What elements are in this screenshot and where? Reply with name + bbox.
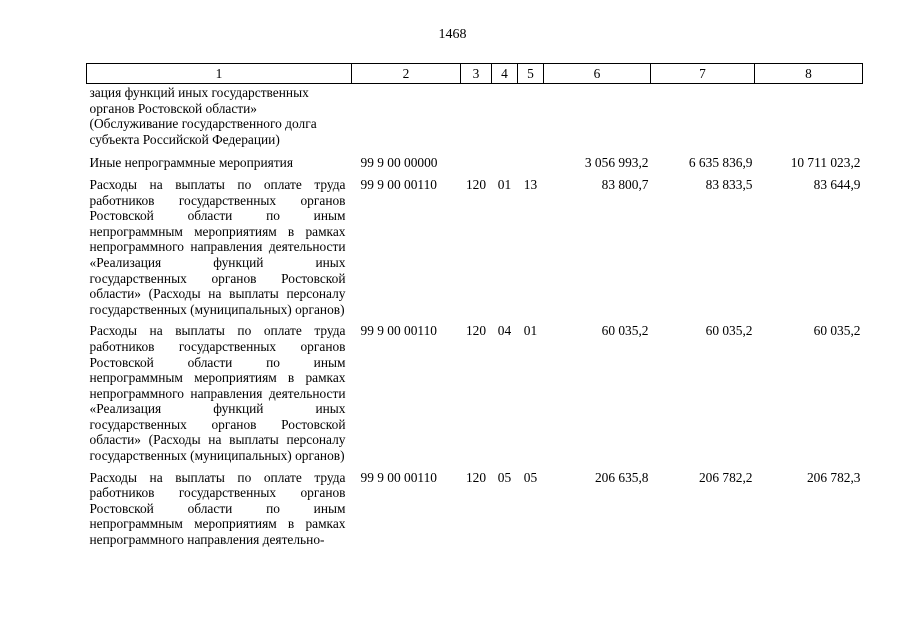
column-number-row — [87, 64, 863, 84]
row-expense-type — [461, 149, 492, 171]
row-subsection: 05 — [523, 469, 538, 485]
table-row — [87, 84, 863, 150]
row-expense-type: 120 — [465, 176, 487, 192]
row-section — [492, 84, 518, 150]
row-amount-year2: 206 782,2 — [698, 469, 753, 485]
row-amount-year2 — [651, 84, 755, 150]
row-section: 04 — [497, 323, 512, 339]
row-target-code: 99 9 00 00110 — [360, 176, 437, 192]
row-amount-year3: 206 782,3 — [806, 469, 861, 485]
row-amount-year2: 6 635 836,9 — [688, 155, 753, 171]
table-row — [87, 171, 863, 317]
row-section — [492, 149, 518, 171]
row-expense-type: 120 — [465, 323, 487, 339]
row-description: Иные непрограммные мероприятия — [89, 155, 293, 171]
row-description: Расходы на выплаты по оплате труда работников государственных органов Ростовской области по иным непрограммным мероприятиям в рамках непрограммного направления деятельности «Реализация функций иных государственных органов Ростовской области» (Расходы на выплаты персоналу государственных (муниципальных) органов) — [89, 176, 346, 317]
column-header-3: 3 — [461, 64, 492, 84]
row-expense-type: 120 — [465, 469, 487, 485]
row-target-code — [352, 84, 461, 150]
column-header-6: 6 — [544, 64, 651, 84]
column-header-8: 8 — [755, 64, 863, 84]
row-amount-year3: 60 035,2 — [813, 323, 861, 339]
row-target-code: 99 9 00 00110 — [360, 323, 437, 339]
row-amount-year1: 83 800,7 — [601, 176, 649, 192]
column-header-2: 2 — [352, 64, 461, 84]
table-row — [87, 317, 863, 463]
table-row — [87, 464, 863, 548]
row-description: зация функций иных государственных органов Ростовской области» (Обслуживание государственного долга субъекта Российской Федерации) — [89, 85, 317, 147]
row-section: 05 — [497, 469, 512, 485]
row-subsection: 01 — [523, 323, 538, 339]
column-header-1: 1 — [87, 64, 352, 84]
row-amount-year1: 206 635,8 — [594, 469, 649, 485]
table-row — [87, 149, 863, 171]
row-subsection — [518, 84, 544, 150]
row-subsection: 13 — [523, 176, 538, 192]
page-number: 1468 — [438, 27, 467, 42]
row-amount-year1: 3 056 993,2 — [584, 155, 649, 171]
row-subsection — [518, 149, 544, 171]
column-header-5: 5 — [518, 64, 544, 84]
row-description: Расходы на выплаты по оплате труда работников государственных органов Ростовской области по иным непрограммным мероприятиям в рамках непрограммного направления деятельно- — [89, 469, 346, 548]
row-section: 01 — [497, 176, 512, 192]
row-amount-year3: 83 644,9 — [813, 176, 861, 192]
row-amount-year1: 60 035,2 — [601, 323, 649, 339]
row-amount-year3: 10 711 023,2 — [790, 155, 861, 171]
column-header-7: 7 — [651, 64, 755, 84]
row-amount-year2: 60 035,2 — [705, 323, 753, 339]
column-header-4: 4 — [492, 64, 518, 84]
budget-table — [86, 63, 863, 548]
row-description: Расходы на выплаты по оплате труда работников государственных органов Ростовской области по иным непрограммным мероприятиям в рамках непрограммного направления деятельности «Реализация функций иных государственных органов Ростовской области» (Расходы на выплаты персоналу государственных (муниципальных) органов) — [89, 323, 346, 464]
row-amount-year2: 83 833,5 — [705, 176, 753, 192]
row-amount-year1 — [544, 84, 651, 150]
row-target-code: 99 9 00 00000 — [360, 155, 438, 171]
row-amount-year3 — [755, 84, 863, 150]
row-target-code: 99 9 00 00110 — [360, 469, 437, 485]
row-expense-type — [461, 84, 492, 150]
